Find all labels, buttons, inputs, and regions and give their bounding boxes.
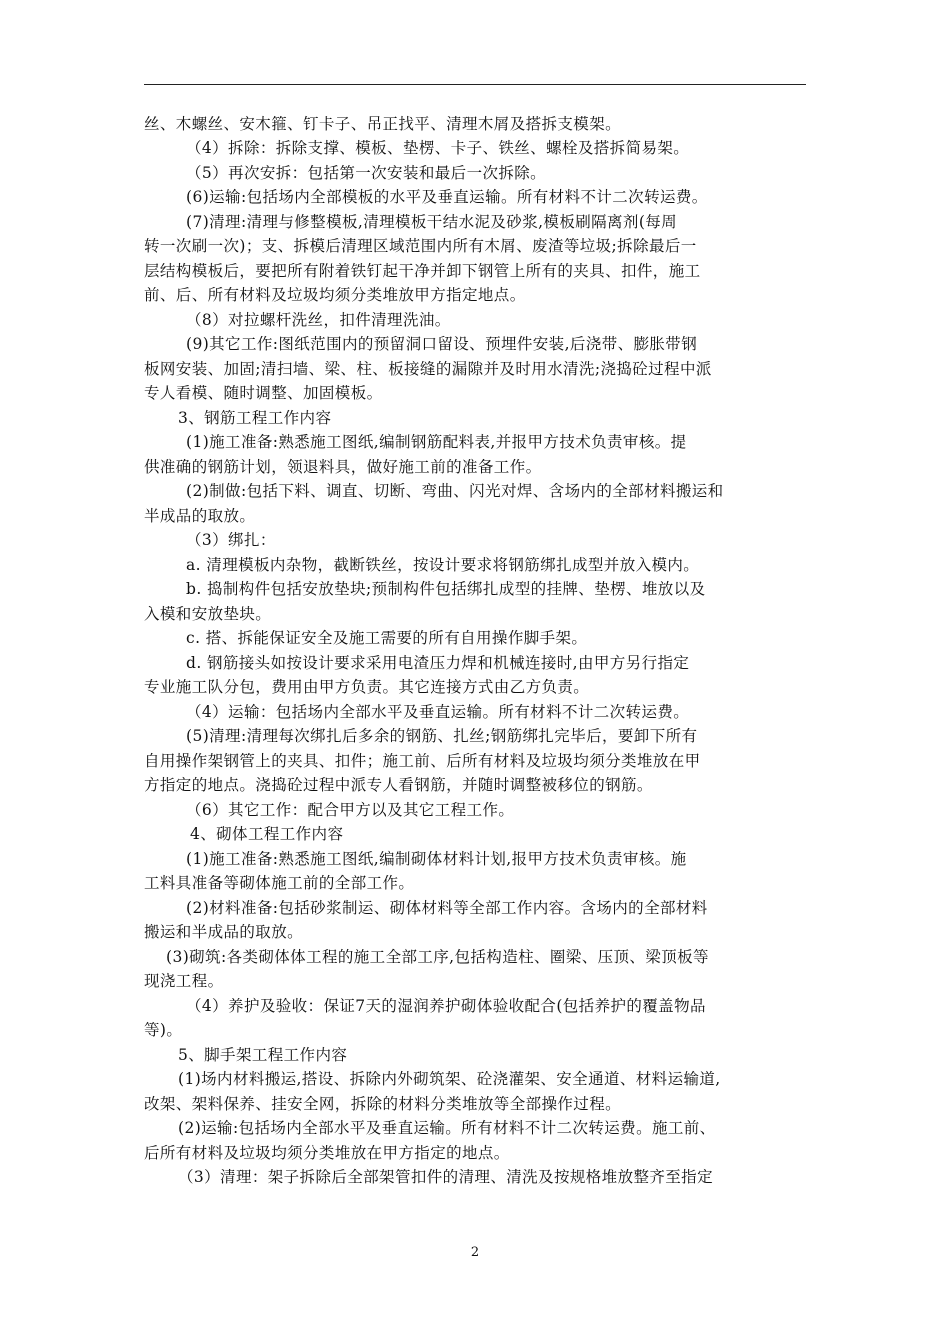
text-line: (7)清理:清理与修整模板,清理模板干结水泥及砂浆,模板刷隔离剂(每周 <box>186 213 678 231</box>
text-line: 前、后、所有材料及垃圾均须分类堆放甲方指定地点。 <box>144 286 526 304</box>
text-line: (1)施工准备:熟悉施工图纸,编制钢筋配料表,并报甲方技术负责审核。提 <box>186 433 687 451</box>
text-line: 板网安装、加固;清扫墙、梁、柱、板接缝的漏隙并及时用水清洗;浇捣砼过程中派 <box>144 360 712 378</box>
text-line: （4）拆除：拆除支撑、模板、垫楞、卡子、铁丝、螺栓及搭拆简易架。 <box>186 139 690 157</box>
text-line: (1)场内材料搬运,搭设、拆除内外砌筑架、砼浇灌架、安全通道、材料运输道, <box>178 1070 721 1088</box>
text-line: 层结构模板后，要把所有附着铁钉起干净并卸下钢管上所有的夹具、扣件，施工 <box>144 262 701 280</box>
text-line: (1)施工准备:熟悉施工图纸,编制砌体材料计划,报甲方技术负责审核。施 <box>186 850 687 868</box>
text-line: 等)。 <box>144 1021 183 1039</box>
text-line: d. 钢筋接头如按设计要求采用电渣压力焊和机械连接时,由甲方另行指定 <box>186 654 690 672</box>
text-line: 改架、架料保养、挂安全网，拆除的材料分类堆放等全部操作过程。 <box>144 1095 622 1113</box>
text-line: （5）再次安拆：包括第一次安装和最后一次拆除。 <box>186 164 547 182</box>
header-divider <box>144 84 806 85</box>
text-line: c. 搭、拆能保证安全及施工需要的所有自用操作脚手架。 <box>186 629 588 647</box>
text-line: (2)制做:包括下料、调直、切断、弯曲、闪光对焊、含场内的全部材料搬运和 <box>186 482 724 500</box>
text-line: (9)其它工作:图纸范围内的预留洞口留设、预埋件安装,后浇带、膨胀带钢 <box>186 335 698 353</box>
text-line: 半成品的取放。 <box>144 507 256 525</box>
text-line: 入模和安放垫块。 <box>144 605 272 623</box>
text-line: 丝、木螺丝、安木箍、钉卡子、吊正找平、清理木屑及搭拆支模架。 <box>144 115 622 133</box>
text-line: 转一次刷一次)；支、拆模后清理区域范围内所有木屑、废渣等垃圾;拆除最后一 <box>144 237 697 255</box>
text-line: （4）养护及验收：保证7天的湿润养护砌体验收配合(包括养护的覆盖物品 <box>186 997 706 1015</box>
text-line: 现浇工程。 <box>144 972 224 990</box>
section-heading: 3、钢筋工程工作内容 <box>178 409 332 427</box>
text-line: a. 清理模板内杂物，截断铁丝，按设计要求将钢筋绑扎成型并放入模内。 <box>186 556 700 574</box>
section-heading: 5、脚手架工程工作内容 <box>178 1046 348 1064</box>
text-line: 供准确的钢筋计划，领退料具，做好施工前的准备工作。 <box>144 458 542 476</box>
page-number: 2 <box>470 1245 480 1260</box>
text-line: 后所有材料及垃圾均须分类堆放在甲方指定的地点。 <box>144 1144 510 1162</box>
text-line: 自用操作架钢管上的夹具、扣件；施工前、后所有材料及垃圾均须分类堆放在甲 <box>144 752 701 770</box>
text-line: （3）清理：架子拆除后全部架管扣件的清理、清洗及按规格堆放整齐至指定 <box>178 1168 713 1186</box>
text-line: (2)材料准备:包括砂浆制运、砌体材料等全部工作内容。含场内的全部材料 <box>186 899 708 917</box>
text-line: (5)清理:清理每次绑扎后多余的钢筋、扎丝;钢筋绑扎完毕后，要卸下所有 <box>186 727 698 745</box>
text-line: (2)运输:包括场内全部水平及垂直运输。所有材料不计二次转运费。施工前、 <box>178 1119 716 1137</box>
text-line: 搬运和半成品的取放。 <box>144 923 304 941</box>
text-line: （6）其它工作：配合甲方以及其它工程工作。 <box>186 801 515 819</box>
section-heading: 4、砌体工程工作内容 <box>190 825 344 843</box>
text-line: 方指定的地点。浇捣砼过程中派专人看钢筋，并随时调整被移位的钢筋。 <box>144 776 653 794</box>
text-line: （3）绑扎： <box>186 531 276 549</box>
text-line: 专业施工队分包，费用由甲方负责。其它连接方式由乙方负责。 <box>144 678 590 696</box>
text-line: b. 捣制构件包括安放垫块;预制构件包括绑扎成型的挂牌、垫楞、堆放以及 <box>186 580 706 598</box>
text-line: 工料具准备等砌体施工前的全部工作。 <box>144 874 415 892</box>
text-line: (6)运输:包括场内全部模板的水平及垂直运输。所有材料不计二次转运费。 <box>186 188 708 206</box>
text-line: （4）运输：包括场内全部水平及垂直运输。所有材料不计二次转运费。 <box>186 703 690 721</box>
text-line: （8）对拉螺杆洗丝，扣件清理洗油。 <box>186 311 451 329</box>
text-line: (3)砌筑:各类砌体体工程的施工全部工序,包括构造柱、圈梁、压顶、梁顶板等 <box>166 948 709 966</box>
text-line: 专人看模、随时调整、加固模板。 <box>144 384 383 402</box>
